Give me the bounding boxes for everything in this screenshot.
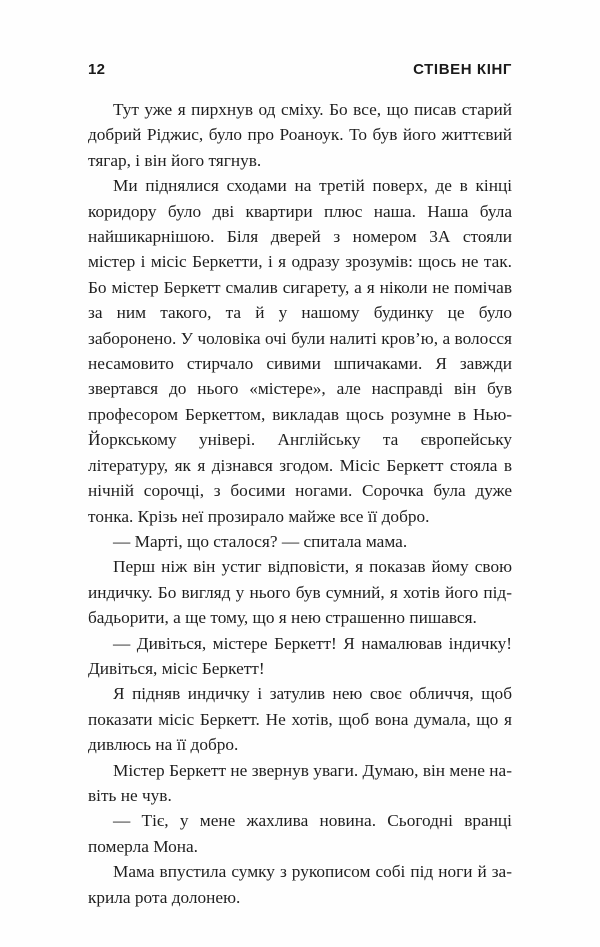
paragraph: — Марті, що сталося? — спитала мама. — [113, 531, 408, 551]
paragraph: Містер Беркетт не звернув уваги. Думаю, він мене навіть не чув. — [88, 760, 512, 805]
page-number: 12 — [88, 61, 106, 78]
paragraph: Ми піднялися сходами на третій поверх, де в кінці коридору було дві квартири плюс наша. Наша була найшикарнішою. Біля дверей з номером 3А стояли містер і місіс Беркетти, і я одразу зрозумів: щось не так. Бо містер Беркетт смалив сигарету, а я ніколи не помічав за ним такого, та й у нашому будинку це було заборонено. У чоловіка очі були налиті кров’ю, а волосся несамовито стирчало сивими шпичаками. Я завжди звертався до нього «містере», але насправді він був професором Беркеттом, викладав щось розумне в Нью-Йоркському універі. Англійську та європейську літературу, як я дізнався згодом. Місіс Беркетт стояла в нічній сорочці, з босими ногами. Сорочка була дуже тонка. Крізь неї прозирало майже все її добро. — [88, 176, 512, 526]
page-header — [88, 61, 512, 83]
running-head-author: СТІВЕН КІНГ — [413, 61, 512, 78]
paragraph: Я підняв индичку і затулив нею своє обличчя, щоб показати місіс Беркетт. Не хотів, щоб вона думала, що я дивлюсь на її добро. — [88, 684, 512, 755]
body-text — [88, 97, 512, 910]
paragraph: — Дивіться, містере Беркетт! Я намалював індичку! Дивіться, місіс Беркетт! — [88, 633, 512, 678]
paragraph: Мама впустила сумку з рукописом собі під ноги й закрила рота долонею. — [88, 862, 512, 907]
paragraph: Тут уже я пирхнув од сміху. Бо все, що писав старий добрий Ріджис, було про Роаноук. То був його життєвий тягар, і він його тягнув. — [88, 100, 512, 170]
paragraph: Перш ніж він устиг відповісти, я показав йому свою индичку. Бо вигляд у нього був сумний, я хотів його підбадьорити, а ще тому, що я нею страшенно пишався. — [88, 557, 512, 628]
paragraph: — Тіє, у мене жахлива новина. Сьогодні вранці померла Мона. — [88, 811, 512, 856]
